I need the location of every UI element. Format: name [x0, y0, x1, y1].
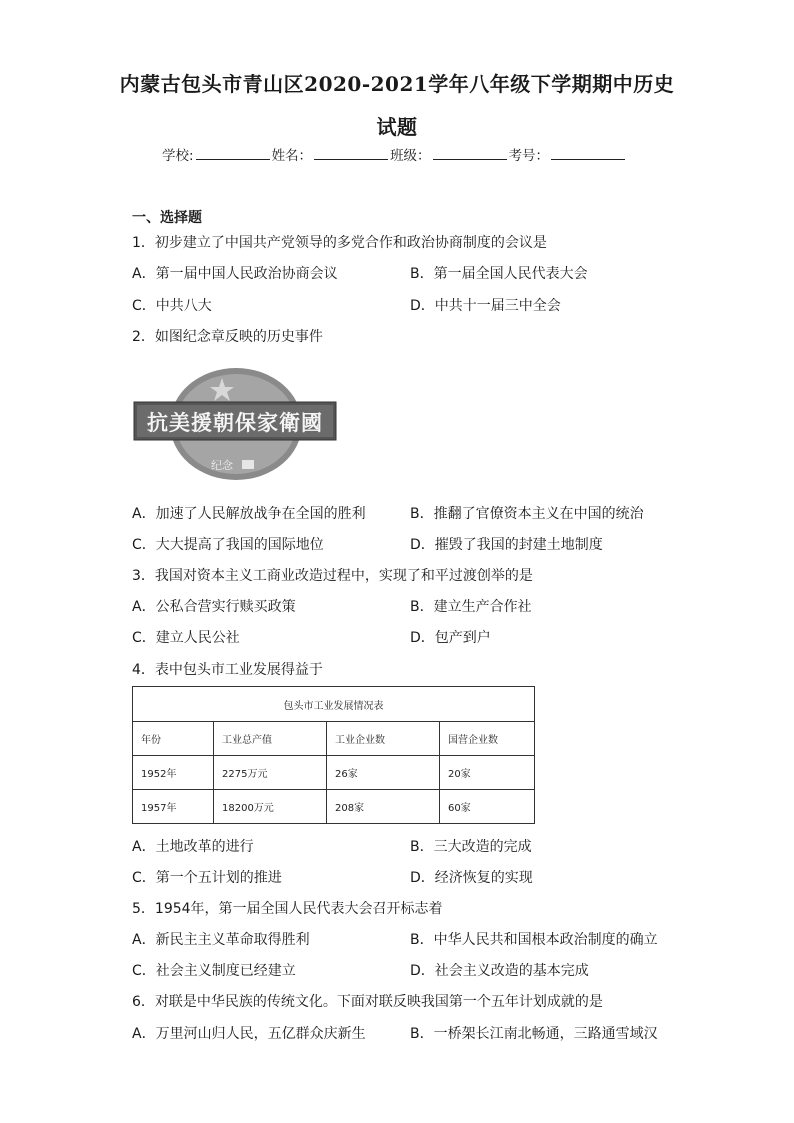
question-5-option-c: C．社会主义制度已经建立: [132, 963, 296, 979]
question-4-option-b: B．三大改造的完成: [410, 839, 532, 855]
question-1-option-a: A．第一届中国人民政治协商会议: [132, 266, 338, 282]
question-5-option-d: D．社会主义改造的基本完成: [410, 963, 589, 979]
table-cell: 1952年: [133, 756, 214, 790]
student-info-line: [162, 144, 627, 164]
class-blank: [433, 145, 507, 160]
table-row: [133, 756, 535, 790]
name-blank: [314, 145, 388, 160]
commemorative-badge-image: [132, 366, 338, 484]
question-3-option-b: B．建立生产合作社: [410, 599, 532, 615]
question-6-option-a: A．万里河山归人民，五亿群众庆新生: [132, 1026, 366, 1042]
question-4-option-c: C．第一个五计划的推进: [132, 870, 282, 886]
question-5-stem: 5．1954年，第一届全国人民代表大会召开标志着: [132, 901, 443, 917]
question-3-stem: 3．我国对资本主义工商业改造过程中，实现了和平过渡创举的是: [132, 568, 533, 584]
badge-text: 抗美援朝保家衛國: [147, 411, 323, 435]
question-4-option-a: A．土地改革的进行: [132, 839, 254, 855]
table-caption: 包头市工业发展情况表: [133, 687, 535, 722]
question-2-option-d: D．摧毁了我国的封建土地制度: [410, 537, 603, 553]
table-caption-row: [133, 687, 535, 722]
table-header-cell: 工业总产值: [214, 722, 327, 756]
industry-table: [132, 686, 535, 824]
question-1-option-c: C．中共八大: [132, 298, 212, 314]
question-6-stem: 6．对联是中华民族的传统文化。下面对联反映我国第一个五年计划成就的是: [132, 994, 603, 1010]
badge-illustration: [132, 366, 338, 484]
section-heading: 一、选择题: [132, 210, 202, 226]
school-label: 学校:: [162, 148, 194, 164]
table-header-cell: 工业企业数: [327, 722, 440, 756]
table-cell: 208家: [327, 790, 440, 824]
page-title: 内蒙古包头市青山区2020-2021学年八年级下学期期中历史: [119, 72, 675, 96]
question-2-option-c: C．大大提高了我国的国际地位: [132, 537, 324, 553]
badge-bottom-text: 纪念: [211, 459, 233, 472]
question-3-option-a: A．公私合营实行赎买政策: [132, 599, 296, 615]
question-5-option-a: A．新民主主义革命取得胜利: [132, 932, 310, 948]
question-1-stem: 1．初步建立了中国共产党领导的多党合作和政治协商制度的会议是: [132, 235, 547, 251]
question-1-option-d: D．中共十一届三中全会: [410, 298, 561, 314]
question-3-option-c: C．建立人民公社: [132, 630, 240, 646]
table-cell: 18200万元: [214, 790, 327, 824]
question-4-option-d: D．经济恢复的实现: [410, 870, 533, 886]
school-blank: [196, 145, 270, 160]
table-cell: 20家: [440, 756, 535, 790]
table-cell: 2275万元: [214, 756, 327, 790]
table-cell: 60家: [440, 790, 535, 824]
table-cell: 1957年: [133, 790, 214, 824]
table-header-cell: 国营企业数: [440, 722, 535, 756]
name-label: 姓名：: [271, 148, 313, 164]
page-title-continued: 试题: [376, 115, 418, 139]
exam-no-blank: [551, 145, 625, 160]
table-header-row: [133, 722, 535, 756]
question-5-option-b: B．中华人民共和国根本政治制度的确立: [410, 932, 658, 948]
question-2-option-a: A．加速了人民解放战争在全国的胜利: [132, 506, 366, 522]
question-4-stem: 4．表中包头市工业发展得益于: [132, 662, 323, 678]
exam-no-label: 考号：: [508, 148, 550, 164]
question-2-option-b: B．推翻了官僚资本主义在中国的统治: [410, 506, 644, 522]
class-label: 班级：: [390, 148, 431, 164]
question-3-option-d: D．包产到户: [410, 630, 491, 646]
question-1-option-b: B．第一届全国人民代表大会: [410, 266, 588, 282]
question-6-option-b: B．一桥架长江南北畅通，三路通雪域汉: [410, 1026, 658, 1042]
question-2-stem: 2．如图纪念章反映的历史事件: [132, 329, 323, 345]
table-row: [133, 790, 535, 824]
table-cell: 26家: [327, 756, 440, 790]
table-header-cell: 年份: [133, 722, 214, 756]
